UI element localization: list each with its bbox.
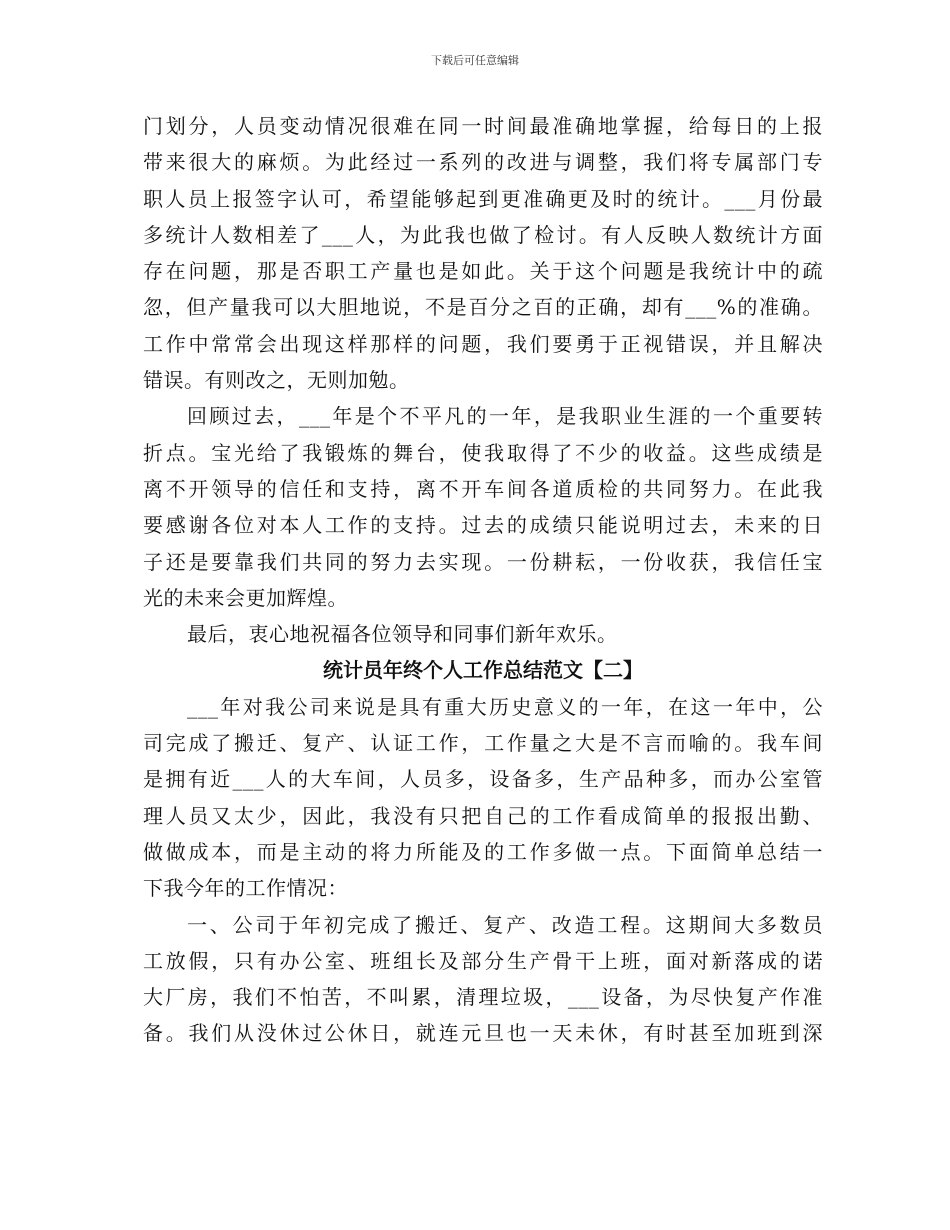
text-line: 一、公司于年初完成了搬迁、复产、改造工程。这期间大多数员 [187, 912, 823, 937]
text-line: 回顾过去，___年是个不平凡的一年，是我职业生涯的一个重要转 [187, 404, 823, 429]
text-line: 理人员又太少，因此，我没有只把自己的工作看成简单的报报出勤、 [143, 803, 823, 828]
text-line: 最后，衷心地祝福各位领导和同事们新年欢乐。 [187, 622, 618, 647]
text-line: ___年对我公司来说是具有重大历史意义的一年，在这一年中，公 [187, 694, 823, 719]
text-line: 做做成本，而是主动的将力所能及的工作多做一点。下面简单总结一 [143, 839, 823, 864]
text-line: 错误。有则改之，无则加勉。 [143, 368, 410, 393]
text-line: 忽，但产量我可以大胆地说，不是百分之百的正确，却有___%的准确。 [143, 295, 823, 320]
text-line: 职人员上报签字认可，希望能够起到更准确更及时的统计。___月份最 [143, 186, 823, 211]
text-line: 带来很大的麻烦。为此经过一系列的改进与调整，我们将专属部门专 [143, 150, 823, 175]
text-line: 司完成了搬迁、复产、认证工作，工作量之大是不言而喻的。我车间 [143, 731, 823, 756]
text-line: 工作中常常会出现这样那样的问题，我们要勇于正视错误，并且解决 [143, 331, 823, 356]
text-line: 是拥有近___人的大车间，人员多，设备多，生产品种多，而办公室管 [143, 767, 823, 792]
section-title: 统计员年终个人工作总结范文【二】 [323, 658, 643, 683]
text-line: 存在问题，那是否职工产量也是如此。关于这个问题是我统计中的疏 [143, 259, 823, 284]
text-line: 大厂房，我们不怕苦，不叫累，清理垃圾，___设备，为尽快复产作准 [143, 985, 823, 1010]
page-header: 下载后可任意编辑 [431, 54, 519, 67]
text-line: 光的未来会更加辉煌。 [143, 585, 348, 610]
text-line: 折点。宝光给了我锻炼的舞台，使我取得了不少的收益。这些成绩是 [143, 440, 823, 465]
text-line: 多统计人数相差了___人，为此我也做了检讨。有人反映人数统计方面 [143, 222, 823, 247]
text-line: 离不开领导的信任和支持，离不开车间各道质检的共同努力。在此我 [143, 476, 823, 501]
text-line: 子还是要靠我们共同的努力去实现。一份耕耘，一份收获，我信任宝 [143, 549, 823, 574]
text-line: 下我今年的工作情况： [143, 876, 348, 901]
text-line: 要感谢各位对本人工作的支持。过去的成绩只能说明过去，未来的日 [143, 513, 823, 538]
document-body [143, 108, 823, 1052]
text-line: 门划分，人员变动情况很难在同一时间最准确地掌握，给每日的上报 [143, 114, 823, 138]
text-line: 备。我们从没休过公休日，就连元旦也一天未休，有时甚至加班到深 [143, 1021, 823, 1046]
text-line: 工放假，只有办公室、班组长及部分生产骨干上班，面对新落成的诺 [143, 948, 823, 973]
